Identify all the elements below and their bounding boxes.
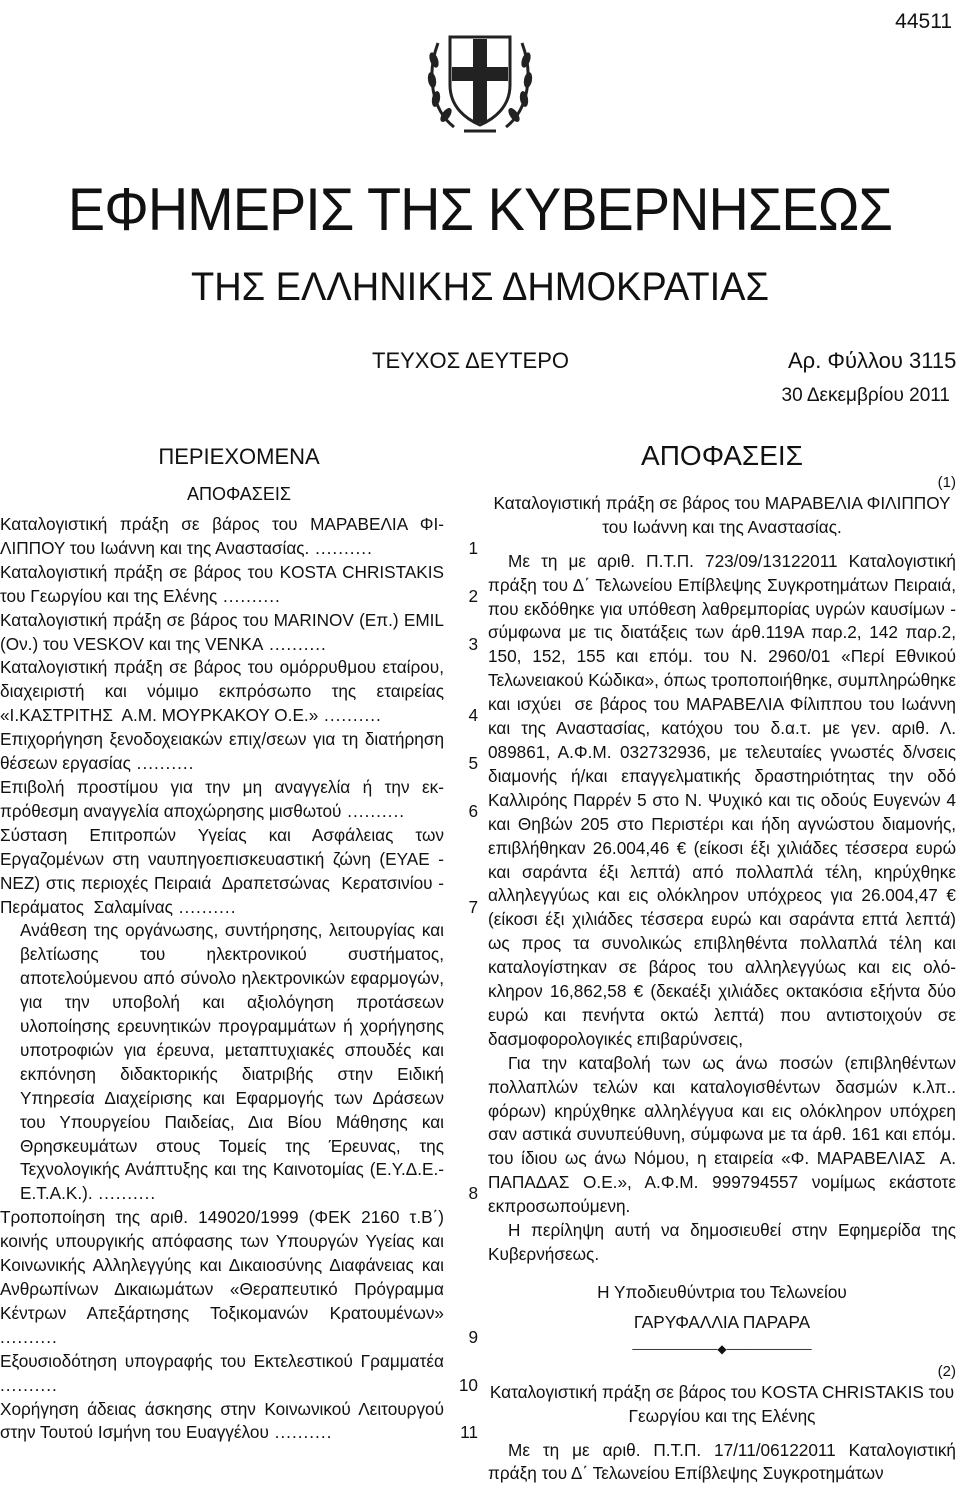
toc-item-page: 1 — [468, 537, 478, 558]
signer-name: ΓΑΡΥΦΑΛΛΙΑ ΠΑΡΑΡΑ — [633, 1311, 811, 1332]
toc-item-page: 7 — [468, 896, 478, 917]
toc-item-text: Εξουσιοδότηση υπογραφής του Εκτελεστικού Γραμματέα .......... — [0, 1350, 444, 1395]
toc-item — [0, 609, 478, 657]
decision-1-title: Καταλογιστική πράξη σε βάρος του ΜΑΡΑΒΕΛΙΑ ΦΙΛΙΠΠΟΥ του Ιωάννη και της Αναστασίας. — [493, 492, 951, 537]
toc-leader-dots: .......... — [172, 896, 237, 917]
toc-item-page: 11 — [460, 1422, 478, 1443]
toc-leader-dots: .......... — [0, 1326, 58, 1347]
table-of-contents — [0, 444, 478, 1445]
toc-item-page: 3 — [468, 633, 478, 654]
toc-item-page: 10 — [458, 1374, 478, 1395]
toc-item-page: 4 — [468, 705, 478, 726]
toc-leader-dots: .......... — [0, 1374, 58, 1395]
toc-item — [0, 561, 478, 609]
issue-date: 30 Δεκεμβρίου 2011 — [781, 385, 950, 406]
decision-1-number: (1) — [937, 473, 956, 491]
toc-item-text: Επιχορήγηση ξενοδοχειακών επιχ/σεων για τη διατήρηση θέσεων εργασίας .......... — [0, 729, 444, 774]
separator-diamond-icon: ──────────◆────────── — [632, 1341, 812, 1356]
page-number: 44511 — [895, 10, 952, 33]
toc-item — [0, 1398, 478, 1446]
toc-item-page: 9 — [468, 1326, 478, 1347]
toc-item-text: Καταλογιστική πράξη σε βάρος του KOSTA CHRISTAKIS του Γεωργίου και της Ελένης .......... — [0, 561, 444, 606]
decisions-column — [488, 440, 956, 1486]
toc-item-page: 8 — [468, 1183, 478, 1204]
toc-item — [0, 513, 478, 561]
toc-item-text: Τροποποίηση της αριθ. 149020/1999 (ΦΕΚ 2160 τ.Β΄) κοινής υπουργικής απόφασης των Υπουργών Υγείας και Κοινωνικής Αλληλεγγύης και Δικαιοσύνης Διαφάνειας και Ανθρωπίνων Δικαιωμάτων «Θεραπευτικό Πρόγραμμα Κέντρων Απεξάρτησης Τοξικομανών Κρατουμένων» .......... — [0, 1207, 444, 1347]
toc-leader-dots: .......... — [268, 1422, 333, 1443]
gazette-subtitle: ΤΗΣ ΕΛΛΗΝΙΚΗΣ ΔΗΜΟΚΡΑΤΙΑΣ — [190, 265, 770, 309]
toc-item-text: Καταλογιστική πράξη σε βάρος του ομόρρυθμου εταίρου, διαχειριστή και νόμιμο εκπρόσωπο της εταιρείας «Ι.ΚΑΣΤΡΙΤΗΣ Α.Μ. ΜΟΥΡΚΑΚΟΥ Ο.Ε.» .......... — [0, 657, 444, 726]
toc-item-page: 6 — [468, 800, 478, 821]
toc-item — [0, 824, 478, 920]
toc-leader-dots: .......... — [130, 753, 195, 774]
toc-item — [0, 1206, 478, 1349]
decision-1-paragraph-3: Η περίληψη αυτή να δημοσιευθεί στην Εφημερίδα της Κυβερνήσεως. — [488, 1220, 956, 1264]
signer-role: Η Υποδιευθύντρια του Τελωνείου — [597, 1281, 847, 1302]
toc-leader-dots: .......... — [309, 537, 373, 558]
decision-2-paragraph-1: Με τη με αριθ. Π.Τ.Π. 17/11/06122011 Καταλογιστική πράξη του Δ΄ Τελωνείου Επίβλεψης Συγκροτημάτων — [488, 1439, 956, 1484]
toc-item-text: Σύσταση Επιτροπών Υγείας και Ασφάλειας των Εργαζομένων στη ναυπηγοεπισκευαστική ζώνη (ΕΥΑΕ ΝΕΖ) στις περιοχές Πειραιά Δραπετσώνας Κερατσινίου Περάματος Σαλαμίνας .......... — [0, 824, 444, 917]
toc-item-page: 2 — [468, 585, 478, 606]
toc-heading: ΠΕΡΙΕΧΟΜΕΝΑ — [158, 444, 320, 469]
decision-2-title: Καταλογιστική πράξη σε βάρος του KOSTA CHRISTAKIS του Γεωργίου και της Ελένης — [489, 1381, 955, 1426]
toc-subheading: ΑΠΟΦΑΣΕΙΣ — [186, 484, 292, 504]
toc-list — [0, 513, 478, 1445]
toc-item — [0, 776, 478, 824]
sheet-number: Αρ. Φύλλου 3115 — [788, 348, 957, 373]
toc-item-text: Χορήγηση άδειας άσκησης στην Κοινωνικού Λειτουργού στην Τουτού Ισμήνη του Ευαγγέλου .......... — [0, 1398, 444, 1443]
toc-item-page: 5 — [468, 753, 478, 774]
toc-item — [0, 919, 478, 1206]
decision-2-number: (2) — [937, 1362, 956, 1380]
toc-leader-dots: .......... — [263, 633, 327, 654]
decision-1-paragraph-2: Για την καταβολή των ως άνω ποσών (επιβληθέντων πολλαπλών τελών και καταλογισθέντων δασμών κ.λπ.. φόρων) κηρύχθηκε αλληλέγγυα και εις ολόκληρον υπόχρεη σαν αστικά συνυπεύθυνη, σύμφωνα με τα άρθ. 161 και επόμ. του ίδιου ως άνω Νόμου, η εταιρεία «Φ. ΜΑΡΑΒΕΛΙΑΣ Α. ΠΑΠΑΔΑΣ Ο.Ε.», Α.Φ.Μ. 999794557 νομίμως εκάστοτε εκπροσωπούμενη. — [488, 1052, 956, 1217]
issue-series: ΤΕΥΧΟΣ ΔΕΥΤΕΡΟ — [372, 348, 570, 373]
toc-item — [0, 656, 478, 728]
toc-item-text: Επιβολή προστίμου για την μη αναγγελία ή την εκπρόθεσμη αναγγελία αποχώρησης μισθωτού .......... — [0, 776, 444, 821]
toc-item — [0, 728, 478, 776]
toc-leader-dots: .......... — [341, 800, 405, 821]
gazette-title: ΕΦΗΜΕΡΙΣ ΤΗΣ ΚΥΒΕΡΝΗΣΕΩΣ — [67, 176, 893, 243]
toc-item — [0, 1350, 478, 1398]
toc-leader-dots: .......... — [92, 1183, 157, 1204]
greek-coat-of-arms-icon — [424, 15, 536, 139]
toc-item-text: Καταλογιστική πράξη σε βάρος του MARINOV (Επ.) EMIL (Ον.) του VESKOV και της VENKA .......... — [0, 609, 444, 654]
decisions-heading: ΑΠΟΦΑΣΕΙΣ — [641, 440, 803, 471]
toc-leader-dots: .......... — [217, 585, 281, 606]
decision-1-paragraph-1: Με τη με αριθ. Π.Τ.Π. 723/09/13122011 Καταλογιστική πράξη του Δ΄ Τελωνείου Επίβλεψης Συγκροτημάτων Πειραιά, που εκδόθηκε για υπόθεση λαθρεμπορίας υγρών καυσίμων σύμφωνα με τις διατάξεις των άρθ.119Α παρ.2, 142 παρ.2, 150, 152, 155 και επόμ. του Ν. 2960/01 «Περί Εθνικού Τελωνειακού Κώδικα», όπως τροποποιήθηκε, συμπληρώθηκε και ισχύει σε βάρος του ΜΑΡΑΒΕΛΙΑ Φίλιππου του Ιωάννη και της Αναστασίας, κατόχου του δ.α.τ. με γεν. αριθ. Λ. 089861, Α.Φ.Μ. 032732936, με τελευταίες γνωστές δ/νσεις διαμονής ή/και επαγγελματικής δραστηριότητας την οδό Καλλιρόης Παρρέν 5 στο Ν. Ψυχικό και τις οδούς Ευγενών 4 και Θηβών 205 στο Περιστέρι και ήδη αγνώστου διαμονής, επιβλήθηκαν 26.004,46 € (είκοσι έξι χιλιάδες τέσσερα ευρώ και σαράντα έξι λεπτά) από πολλαπλά τέλη, κηρύχθηκε αλληλεγγύως και εις ολόκληρον υπόχρεος για 26.004,47 € (είκοσι έξι χιλιάδες τέσσερα ευρώ και σαράντα επτά λεπτά) ως προς τα συνολικώς επιβληθέντα πολλαπλά τέλη και καταλογίστηκαν σε βάρος του αλληλεγγύως και εις ολόκληρον 16,862,58 € (δεκαέξι χιλιάδες οκτακόσια εξήντα δύο ευρώ και πενήντα οκτώ λεπτά) που αντιστοιχούν σε δασμοφορολογικές επιβαρύνσεις, — [488, 550, 956, 1049]
toc-item-text: Καταλογιστική πράξη σε βάρος του ΜΑΡΑΒΕΛΙΑ ΦΙΛΙΠΠΟΥ του Ιωάννη και της Αναστασίας. .......... — [0, 514, 444, 558]
toc-leader-dots: .......... — [318, 705, 382, 726]
toc-item-text: Ανάθεση της οργάνωσης, συντήρησης, λειτουργίας και βελτίωσης του ηλεκτρονικού συστήματος, αποτελούμενου από σύνολο ηλεκτρονικών εφαρμογών, για την υποβολή και αξιολόγηση προτάσεων υλοποίησης ερευνητικών προγραμμάτων ή χορήγησης υποτροφιών για έρευνα, μεταπτυχιακές σπουδές και εκπόνηση διδακτορικής διατριβής στην Ειδική Υπηρεσία Διαχείρισης και Εφαρμογής των Δράσεων του Υπουργείου Παιδείας, Δια Βίου Μάθησης και Θρησκευμάτων στους Τομείς της Έρευνας, της Τεχνολογικής Ανάπτυξης και της Καινοτομίας (Ε.Υ.Δ.Ε.Ε.Τ.Α.Κ.). .......... — [20, 920, 444, 1204]
